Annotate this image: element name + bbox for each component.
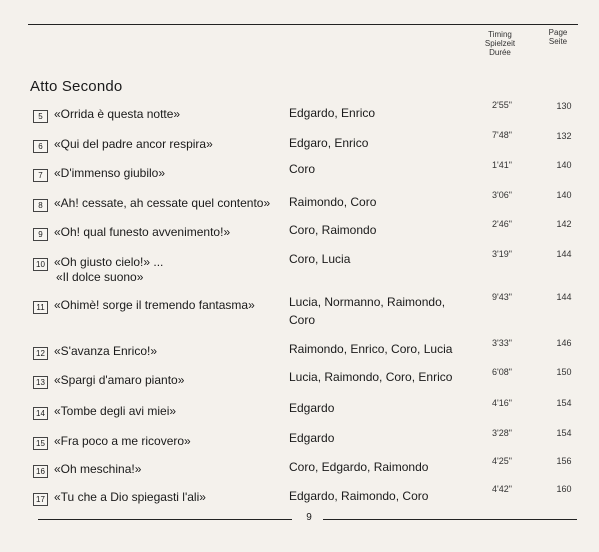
track-timing: 4'25" <box>492 456 512 466</box>
page-number: 9 <box>306 512 312 523</box>
track-number: 7 <box>33 169 48 182</box>
track-singers: Lucia, Normanno, Raimondo, Coro <box>289 295 446 327</box>
track-title-line: «Il dolce suono» <box>56 270 144 284</box>
track-timing: 7'48" <box>492 130 512 140</box>
track-singers: Coro, Lucia <box>289 252 351 266</box>
track-page: 154 <box>556 398 572 408</box>
track-number: 8 <box>33 199 48 212</box>
track-singers: Coro, Raimondo <box>289 223 377 237</box>
track-title <box>54 225 230 240</box>
track-page: 160 <box>556 484 572 494</box>
track-number: 6 <box>33 140 48 153</box>
track-number: 15 <box>33 437 48 450</box>
top-rule <box>28 24 578 25</box>
track-timing: 3'33" <box>492 338 512 348</box>
track-title <box>54 490 206 505</box>
track-page: 156 <box>556 456 572 466</box>
track-number: 9 <box>33 228 48 241</box>
page-column-header <box>540 28 576 46</box>
track-page: 144 <box>556 292 572 302</box>
track-number: 16 <box>33 465 48 478</box>
footer-rule-right <box>323 519 577 520</box>
track-timing: 3'06" <box>492 190 512 200</box>
track-singers: Lucia, Raimondo, Coro, Enrico <box>289 370 453 384</box>
track-page: 140 <box>556 160 572 170</box>
track-singers: Coro, Edgardo, Raimondo <box>289 460 429 474</box>
track-title-line: «Tombe degli avi miei» <box>54 404 177 418</box>
track-singers: Edgardo, Raimondo, Coro <box>289 489 429 503</box>
timing-column-header <box>474 30 526 57</box>
track-page: 150 <box>556 367 572 377</box>
footer-rule-left <box>38 519 292 520</box>
section-title: Atto Secondo <box>30 78 123 95</box>
track-number: 14 <box>33 407 48 420</box>
track-number: 17 <box>33 493 48 506</box>
track-page: 144 <box>556 249 572 259</box>
timing-label-de: Spielzeit <box>484 39 516 48</box>
timing-label-en: Timing <box>488 30 512 39</box>
track-title-line: «Ohimè! sorge il tremendo fantasma» <box>54 298 255 312</box>
track-singers: Coro <box>289 162 316 176</box>
track-title <box>54 462 141 477</box>
track-number: 11 <box>33 301 48 314</box>
track-timing: 4'42" <box>492 484 512 494</box>
track-title-line: «S'avanza Enrico!» <box>54 344 158 358</box>
track-page: 132 <box>556 131 572 141</box>
track-title-line: «Spargi d'amaro pianto» <box>54 373 185 387</box>
track-page: 142 <box>556 219 572 229</box>
track-singers: Edgardo <box>289 401 335 415</box>
track-timing: 4'16" <box>492 398 512 408</box>
track-title <box>54 196 270 211</box>
track-number: 13 <box>33 376 48 389</box>
track-title-line: «D'immenso giubilo» <box>54 166 166 180</box>
track-page: 140 <box>556 190 572 200</box>
track-singers: Edgardo, Enrico <box>289 106 376 120</box>
track-title <box>54 404 176 419</box>
track-singers: Raimondo, Enrico, Coro, Lucia <box>289 342 453 356</box>
track-title <box>54 255 163 285</box>
track-page: 130 <box>556 101 572 111</box>
track-timing: 2'55" <box>492 100 512 110</box>
track-title <box>54 434 191 449</box>
track-number: 10 <box>33 258 48 271</box>
track-title <box>54 107 180 122</box>
page-label-de: Seite <box>548 37 568 46</box>
track-title-line: «Fra poco a me ricovero» <box>54 434 191 448</box>
track-number: 5 <box>33 110 48 123</box>
track-page: 146 <box>556 338 572 348</box>
track-title <box>54 373 184 388</box>
track-title <box>54 298 255 313</box>
track-timing: 1'41" <box>492 160 512 170</box>
track-title-line: «Oh meschina!» <box>54 462 142 476</box>
track-title-line: «Oh giusto cielo!» ... <box>54 255 164 269</box>
track-title-line: «Ah! cessate, ah cessate quel contento» <box>54 196 271 210</box>
track-number: 12 <box>33 347 48 360</box>
track-title <box>54 344 157 359</box>
track-title-line: «Orrida è questa notte» <box>54 107 181 121</box>
track-title-line: «Tu che a Dio spiegasti l'ali» <box>54 490 206 504</box>
track-timing: 2'46" <box>492 219 512 229</box>
track-singers: Raimondo, Coro <box>289 195 377 209</box>
track-timing: 3'19" <box>492 249 512 259</box>
page-label-en: Page <box>548 28 568 37</box>
timing-label-fr: Durée <box>489 48 511 57</box>
track-timing: 3'28" <box>492 428 512 438</box>
track-timing: 9'43" <box>492 292 512 302</box>
track-title <box>54 137 213 152</box>
track-page: 154 <box>556 428 572 438</box>
track-title <box>54 166 165 181</box>
track-singers: Edgardo <box>289 431 335 445</box>
track-timing: 6'08" <box>492 367 512 377</box>
track-title-line: «Qui del padre ancor respira» <box>54 137 213 151</box>
track-singers: Edgaro, Enrico <box>289 136 369 150</box>
track-title-line: «Oh! qual funesto avvenimento!» <box>54 225 231 239</box>
